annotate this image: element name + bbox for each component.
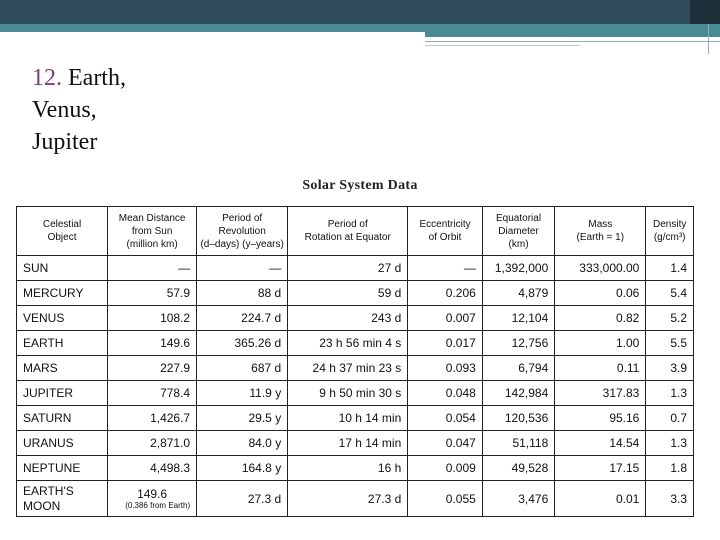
cell-object: MERCURY — [17, 281, 108, 306]
cell-eccentricity: 0.017 — [408, 331, 483, 356]
cell-revolution: — — [197, 256, 288, 281]
slide-divider-line-short — [425, 45, 580, 46]
cell-mass: 0.82 — [555, 306, 646, 331]
cell-diameter: 12,756 — [482, 331, 554, 356]
cell-diameter: 142,984 — [482, 381, 554, 406]
cell-diameter: 1,392,000 — [482, 256, 554, 281]
cell-revolution: 88 d — [197, 281, 288, 306]
cell-mass: 317.83 — [555, 381, 646, 406]
header-density: Density (g/cm³) — [646, 207, 694, 256]
cell-rotation: 17 h 14 min — [288, 431, 408, 456]
table-row — [17, 381, 694, 406]
cell-mass: 14.54 — [555, 431, 646, 456]
cell-diameter: 3,476 — [482, 481, 554, 517]
cell-mass: 0.06 — [555, 281, 646, 306]
cell-revolution: 11.9 y — [197, 381, 288, 406]
question-number: 12. — [32, 65, 62, 91]
cell-distance: 108.2 — [108, 306, 197, 331]
solar-system-table — [16, 206, 694, 517]
cell-density: 3.3 — [646, 481, 694, 517]
cell-revolution: 224.7 d — [197, 306, 288, 331]
cell-mass: 1.00 — [555, 331, 646, 356]
cell-distance: 57.9 — [108, 281, 197, 306]
cell-mass: 0.11 — [555, 356, 646, 381]
header-eccentricity: Eccentricity of Orbit — [408, 207, 483, 256]
cell-object: NEPTUNE — [17, 456, 108, 481]
cell-mass: 17.15 — [555, 456, 646, 481]
header-equatorial-diameter: Equatorial Diameter (km) — [482, 207, 554, 256]
slide-accent-stripe — [0, 24, 720, 32]
table-row — [17, 281, 694, 306]
header-celestial-object: Celestial Object — [17, 207, 108, 256]
table-row — [17, 456, 694, 481]
cell-object: URANUS — [17, 431, 108, 456]
cell-diameter: 49,528 — [482, 456, 554, 481]
cell-revolution: 29.5 y — [197, 406, 288, 431]
table-row — [17, 406, 694, 431]
cell-diameter: 51,118 — [482, 431, 554, 456]
cell-rotation: 9 h 50 min 30 s — [288, 381, 408, 406]
cell-rotation: 24 h 37 min 23 s — [288, 356, 408, 381]
cell-rotation: 16 h — [288, 456, 408, 481]
table-row — [17, 256, 694, 281]
cell-eccentricity: 0.007 — [408, 306, 483, 331]
cell-object: SATURN — [17, 406, 108, 431]
cell-eccentricity: 0.047 — [408, 431, 483, 456]
cell-density: 5.2 — [646, 306, 694, 331]
table-title: Solar System Data — [302, 178, 418, 193]
cell-revolution: 84.0 y — [197, 431, 288, 456]
cell-revolution: 365.26 d — [197, 331, 288, 356]
slide-accent-stripe-right — [425, 32, 720, 37]
table-header-row — [17, 207, 694, 256]
cell-object: MARS — [17, 356, 108, 381]
cell-rotation: 243 d — [288, 306, 408, 331]
cell-eccentricity: 0.048 — [408, 381, 483, 406]
header-period-rotation: Period of Rotation at Equator — [288, 207, 408, 256]
cell-distance: — — [108, 256, 197, 281]
cell-density: 5.5 — [646, 331, 694, 356]
cell-rotation: 27 d — [288, 256, 408, 281]
cell-rotation: 23 h 56 min 4 s — [288, 331, 408, 356]
cell-diameter: 12,104 — [482, 306, 554, 331]
cell-rotation: 10 h 14 min — [288, 406, 408, 431]
cell-object: SUN — [17, 256, 108, 281]
cell-eccentricity: 0.009 — [408, 456, 483, 481]
table-row — [17, 431, 694, 456]
cell-density: 1.4 — [646, 256, 694, 281]
cell-eccentricity: 0.093 — [408, 356, 483, 381]
answer-text — [32, 62, 126, 158]
cell-density: 3.9 — [646, 356, 694, 381]
answer-earth: Earth, — [68, 65, 126, 91]
cell-diameter: 4,879 — [482, 281, 554, 306]
cell-rotation: 27.3 d — [288, 481, 408, 517]
header-period-revolution: Period of Revolution (d–days) (y–years) — [197, 207, 288, 256]
answer-line-3: Jupiter — [32, 129, 98, 155]
cell-distance: 778.4 — [108, 381, 197, 406]
slide-divider-line — [425, 41, 720, 42]
slide-top-bar-corner — [690, 0, 720, 24]
cell-object: VENUS — [17, 306, 108, 331]
answer-line-2: Venus, — [32, 97, 97, 123]
cell-distance: 149.6 — [108, 331, 197, 356]
cell-distance: 1,426.7 — [108, 406, 197, 431]
cell-diameter: 6,794 — [482, 356, 554, 381]
cell-density: 5.4 — [646, 281, 694, 306]
cell-mass: 95.16 — [555, 406, 646, 431]
cell-eccentricity: — — [408, 256, 483, 281]
cell-eccentricity: 0.054 — [408, 406, 483, 431]
table-row — [17, 306, 694, 331]
cell-object-moon: EARTH'S MOON — [17, 481, 108, 517]
header-mass: Mass (Earth = 1) — [555, 207, 646, 256]
cell-rotation: 59 d — [288, 281, 408, 306]
cell-mass: 333,000.00 — [555, 256, 646, 281]
header-mean-distance: Mean Distance from Sun (million km) — [108, 207, 197, 256]
cell-mass: 0.01 — [555, 481, 646, 517]
answer-line-1 — [32, 62, 126, 94]
cell-eccentricity: 0.055 — [408, 481, 483, 517]
cell-distance: 2,871.0 — [108, 431, 197, 456]
cell-distance-moon: 149.6 (0.386 from Earth) — [108, 481, 197, 517]
cell-revolution: 687 d — [197, 356, 288, 381]
cell-density: 0.7 — [646, 406, 694, 431]
cell-diameter: 120,536 — [482, 406, 554, 431]
cell-density: 1.8 — [646, 456, 694, 481]
table-row-moon — [17, 481, 694, 517]
table-row — [17, 331, 694, 356]
table-row — [17, 356, 694, 381]
cell-eccentricity: 0.206 — [408, 281, 483, 306]
slide-vertical-line — [708, 24, 709, 54]
cell-density: 1.3 — [646, 431, 694, 456]
cell-distance: 4,498.3 — [108, 456, 197, 481]
cell-distance: 227.9 — [108, 356, 197, 381]
cell-density: 1.3 — [646, 381, 694, 406]
slide-top-bar — [0, 0, 720, 24]
cell-object: EARTH — [17, 331, 108, 356]
cell-revolution: 27.3 d — [197, 481, 288, 517]
cell-object: JUPITER — [17, 381, 108, 406]
cell-revolution: 164.8 y — [197, 456, 288, 481]
